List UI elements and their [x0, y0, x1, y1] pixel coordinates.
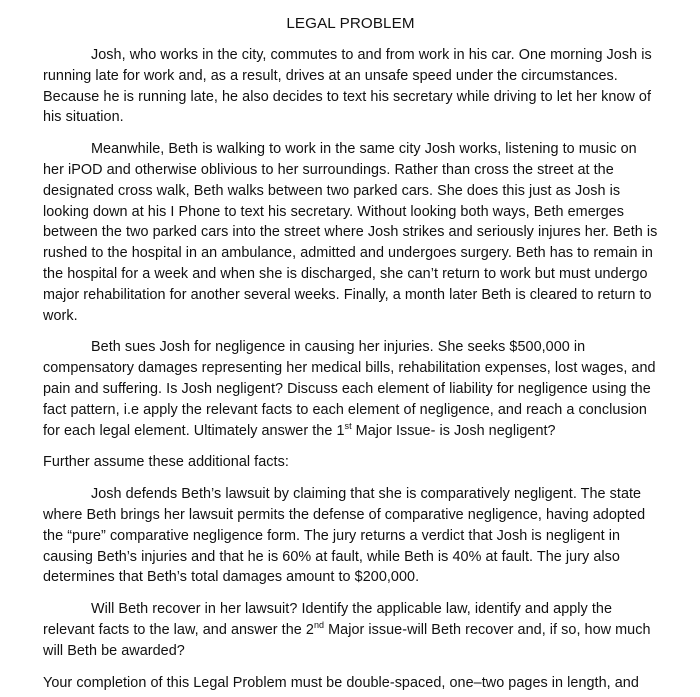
paragraph-second-issue-tail: Major issue-will Beth recover and, if so, how much will Beth be awarded? — [43, 621, 651, 659]
paragraph-second-issue — [43, 599, 658, 661]
ordinal-suffix-second: nd — [313, 620, 325, 631]
paragraph-additional-facts-heading: Further assume these additional facts: — [43, 454, 289, 471]
paragraph-facts-josh: Josh, who works in the city, commutes to and from work in his car. One morning Josh is running late for work and, as a result, drives at an unsafe speed under the circumstances. Because he is running late, he also decides to text his secretary while driving to let her know of his situation. — [43, 47, 652, 126]
paragraph-first-issue-text: Beth sues Josh for negligence in causing her injuries. She seeks $500,000 in compensatory damages representing her medical bills, rehabilitation expenses, lost wages, and pain and suffering. Is Josh negligent? Discuss each element of liability for negligence using the fact pattern, i.e apply the relevant facts to each element of negligence, and reach a conclusion for each legal element. Ultimately answer the 1 — [43, 339, 656, 439]
paragraph-second-issue-text: Will Beth recover in her lawsuit? Identify the applicable law, identify and apply the relevant facts to the law, and answer the 2 — [43, 601, 612, 638]
ordinal-suffix-first: st — [344, 420, 352, 431]
paragraph-first-issue — [43, 337, 658, 441]
paragraph-facts-beth: Meanwhile, Beth is walking to work in the same city Josh works, listening to music on her iPOD and otherwise oblivious to her surroundings. Rather than cross the street at the designated cross walk, Beth walks between two parked cars. She does this just as Josh is looking down at his I Phone to text his secretary. Without looking both ways, Beth emerges between the two parked cars into the street where Josh strikes and seriously injures her. Beth is rushed to the hospital in an ambulance, admitted and undergoes surgery. Beth has to remain in the hospital for a week and when she is discharged, she can’t return to work but must undergo major rehabilitation for another several weeks. Finally, a month later Beth is cleared to return to work. — [43, 141, 658, 324]
paragraph-completion-instructions: Your completion of this Legal Problem must be double-spaced, one–two pages in length, and — [43, 674, 639, 691]
paragraph-first-issue-tail: Major Issue- is Josh negligent? — [351, 422, 556, 439]
paragraph-comparative-negligence: Josh defends Beth’s lawsuit by claiming that she is comparatively negligent. The state where Beth brings her lawsuit permits the defense of comparative negligence, having adopted the “pure” comparative negligence form. The jury returns a verdict that Josh is negligent in causing Beth’s injuries and that he is 60% at fault, while Beth is 40% at fault. The jury also determines that Beth’s total damages amount to $200,000. — [43, 486, 646, 586]
document-title: LEGAL PROBLEM — [286, 15, 415, 32]
